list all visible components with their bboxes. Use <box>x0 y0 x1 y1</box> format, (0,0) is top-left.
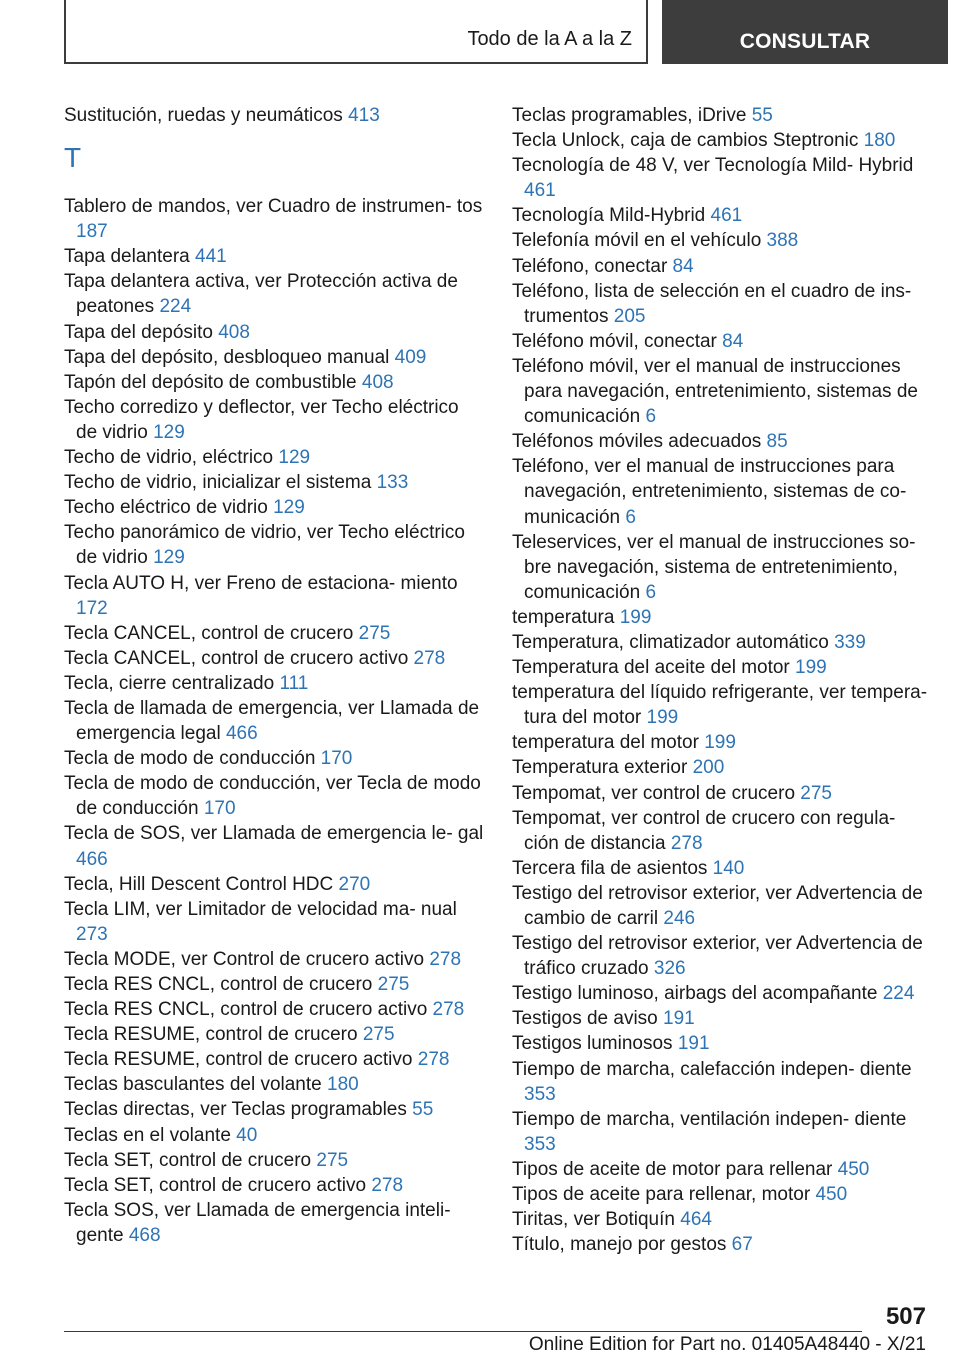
page-reference-link[interactable]: 67 <box>731 1234 753 1256</box>
index-entry <box>64 1047 484 1072</box>
page-reference-link[interactable]: 55 <box>751 105 773 126</box>
index-entry <box>64 345 484 370</box>
index-entry-text: Tercera fila de asientos <box>512 857 708 879</box>
index-entry-text: Telefonía móvil en el vehículo <box>512 230 762 252</box>
index-entry-text: Testigo luminoso, airbags del acompañante <box>512 983 878 1005</box>
page-reference-link[interactable]: 246 <box>663 908 696 929</box>
index-entry <box>512 680 932 730</box>
page-reference-link[interactable]: 180 <box>863 130 896 152</box>
index-entry-text: Techo panorámico de vidrio, ver Techo eléctrico de vidrio <box>64 522 465 569</box>
page-reference-link[interactable]: 468 <box>128 1224 161 1246</box>
index-entry <box>64 395 484 445</box>
page-reference-link[interactable]: 55 <box>412 1099 434 1121</box>
page-reference-link[interactable]: 353 <box>524 1133 556 1155</box>
page-reference-link[interactable]: 278 <box>429 948 462 970</box>
index-entry-text: Testigos de aviso <box>512 1008 658 1030</box>
index-entry <box>64 1148 484 1173</box>
index-entry <box>512 203 932 228</box>
index-entry <box>512 806 932 856</box>
page-reference-link[interactable]: 133 <box>376 472 409 494</box>
header-tab-label: CONSULTAR <box>739 30 871 53</box>
index-entry-text: Temperatura exterior <box>512 757 688 779</box>
index-entry <box>64 445 484 470</box>
page-reference-link[interactable]: 278 <box>432 999 465 1021</box>
index-entry <box>64 696 484 746</box>
index-entry-text: Tecla RESUME, control de crucero activo <box>64 1049 413 1071</box>
index-entry-text: Teléfono, ver el manual de instrucciones para navegación, entretenimiento, sistemas de co- municación <box>512 456 907 528</box>
index-entry-text: Tapa del depósito, desbloqueo manual <box>64 346 390 368</box>
index-entry-text: Techo eléctrico de vidrio <box>64 497 268 519</box>
index-entry-text: Teleservices, ver el manual de instrucciones so- bre navegación, sistema de entretenimiento, comunicación <box>512 531 916 603</box>
index-entry <box>64 821 484 871</box>
index-entry <box>512 103 932 128</box>
index-entry-text: Tecla CANCEL, control de crucero activo <box>64 647 409 669</box>
page-reference-link[interactable]: 278 <box>413 647 446 669</box>
index-entry <box>64 646 484 671</box>
page-reference-link[interactable]: 170 <box>203 798 236 820</box>
page-reference-link[interactable]: 450 <box>815 1184 848 1206</box>
index-entry-text: Teléfono, conectar <box>512 255 668 277</box>
index-entry <box>512 329 932 354</box>
index-entry-text: Tecla, Hill Descent Control HDC <box>64 873 334 895</box>
page-reference-link[interactable]: 6 <box>625 506 636 528</box>
index-entry <box>512 228 932 253</box>
index-entry <box>64 1072 484 1097</box>
index-entry-text: Tapa del depósito <box>64 321 213 343</box>
index-entry-text: Techo corredizo y deflector, ver Techo eléctrico de vidrio <box>64 396 459 443</box>
header-frame <box>64 0 648 64</box>
page-reference-link[interactable]: 191 <box>663 1008 695 1030</box>
index-entry-text: Tecla SOS, ver Llamada de emergencia inteli- gente <box>64 1199 451 1246</box>
index-entry <box>512 605 932 630</box>
index-entry <box>512 931 932 981</box>
page-reference-link[interactable]: 199 <box>795 657 827 679</box>
index-entry-text: Tecla de modo de conducción <box>64 748 316 770</box>
index-entry-text: Teléfono, lista de selección en el cuadro de ins- trumentos <box>512 280 912 327</box>
index-column-left <box>64 103 484 1248</box>
page-reference-link[interactable]: 6 <box>645 406 657 428</box>
index-entry <box>512 881 932 931</box>
index-entry-text: Tecla RES CNCL, control de crucero <box>64 974 373 995</box>
index-entry-text: Tecla de modo de conducción, ver Tecla de modo de conducción <box>64 773 481 820</box>
header-tab-consultar[interactable] <box>662 0 948 64</box>
index-entry <box>512 429 932 454</box>
index-entry <box>64 1022 484 1047</box>
index-entry <box>64 972 484 997</box>
index-entry-text: Tipos de aceite para rellenar, motor <box>512 1184 811 1206</box>
index-entry-text: Sustitución, ruedas y neumáticos <box>64 105 343 126</box>
index-entry-text: Tecla RES CNCL, control de crucero activo <box>64 999 428 1021</box>
index-entry <box>64 495 484 520</box>
index-entry-text: Tecla SET, control de crucero <box>64 1149 312 1171</box>
index-entry-text: Teclas basculantes del volante <box>64 1074 322 1096</box>
index-entry-text: Tecla AUTO H, ver Freno de estaciona- miento <box>64 572 458 594</box>
index-entry-text: Título, manejo por gestos <box>512 1234 727 1256</box>
index-entry-text: Tecla CANCEL, control de crucero <box>64 622 354 644</box>
index-entry-text: Teléfono móvil, ver el manual de instrucciones para navegación, entretenimiento, sistemas de comunicación <box>512 355 918 428</box>
index-entry-text: Tipos de aceite de motor para rellenar <box>512 1158 833 1180</box>
index-entry <box>512 1207 932 1232</box>
page-reference-link[interactable]: 199 <box>619 606 652 628</box>
page-reference-link[interactable]: 129 <box>278 447 311 469</box>
index-entry <box>64 103 484 128</box>
page-reference-link[interactable]: 84 <box>722 330 744 352</box>
page-reference-link[interactable]: 275 <box>362 1024 395 1046</box>
page-reference-link[interactable]: 464 <box>680 1209 712 1231</box>
page-reference-link[interactable]: 191 <box>677 1033 710 1055</box>
page-reference-link[interactable]: 408 <box>361 371 394 393</box>
index-entry <box>64 872 484 897</box>
index-entry <box>512 530 932 605</box>
index-entry-text: Teclas programables, iDrive <box>512 105 747 126</box>
index-entry <box>512 655 932 680</box>
page-reference-link[interactable]: 388 <box>766 230 799 252</box>
index-entry <box>512 454 932 529</box>
index-entry <box>512 1107 932 1157</box>
index-entry <box>512 981 932 1006</box>
footer-divider <box>64 1331 862 1332</box>
index-entry-text: Tapón del depósito de combustible <box>64 371 357 393</box>
index-entry <box>64 370 484 395</box>
index-column-right <box>512 103 932 1257</box>
page-reference-link[interactable]: 461 <box>524 180 556 202</box>
page-reference-link[interactable]: 85 <box>766 431 788 453</box>
index-entry <box>64 1097 484 1122</box>
page-reference-link[interactable]: 275 <box>358 622 391 644</box>
page-reference-link[interactable]: 129 <box>273 497 305 519</box>
index-entry-text: Tecla LIM, ver Limitador de velocidad ma- nual <box>64 898 457 920</box>
index-entry <box>64 1123 484 1148</box>
page-reference-link[interactable]: 205 <box>613 305 646 327</box>
page-reference-link[interactable]: 278 <box>417 1049 450 1071</box>
page-reference-link[interactable]: 180 <box>327 1074 359 1096</box>
index-entry-text: temperatura <box>512 606 615 628</box>
page-reference-link[interactable]: 111 <box>279 672 309 694</box>
footer-edition: Online Edition for Part no. 01405A48440 - X/21 <box>528 1334 926 1355</box>
index-entry-text: Tempomat, ver control de crucero <box>512 782 796 804</box>
index-entry-text: Tapa delantera <box>64 246 190 268</box>
index-entry <box>512 254 932 279</box>
index-entry-text: Tapa delantera activa, ver Protección activa de peatones <box>64 271 458 318</box>
index-entry-text: temperatura del líquido refrigerante, ver tempera- tura del motor <box>512 682 928 729</box>
index-entry-text: Testigo del retrovisor exterior, ver Advertencia de tráfico cruzado <box>512 933 923 980</box>
index-entry-text: Temperatura, climatizador automático <box>512 631 829 653</box>
index-entry-text: Tecla Unlock, caja de cambios Steptronic <box>512 130 859 152</box>
index-entry <box>64 947 484 972</box>
index-entry-text: Testigos luminosos <box>512 1033 673 1055</box>
page-reference-link[interactable]: 6 <box>645 581 657 603</box>
page-reference-link[interactable]: 40 <box>236 1124 258 1146</box>
page-reference-link[interactable]: 339 <box>834 631 866 653</box>
index-entry <box>64 194 484 244</box>
index-entry <box>64 244 484 269</box>
index-entry <box>64 470 484 495</box>
page-reference-link[interactable]: 413 <box>348 105 380 126</box>
page-reference-link[interactable]: 200 <box>692 757 725 779</box>
index-entry <box>64 897 484 947</box>
index-entry-text: Testigo del retrovisor exterior, ver Advertencia de cambio de carril <box>512 882 923 929</box>
index-entry <box>64 520 484 570</box>
page-reference-link[interactable]: 275 <box>316 1149 349 1171</box>
index-entry <box>512 781 932 806</box>
index-entry <box>64 269 484 319</box>
index-entry <box>512 630 932 655</box>
index-entry-text: Tecnología de 48 V, ver Tecnología Mild- Hybrid <box>512 155 914 177</box>
page-reference-link[interactable]: 170 <box>320 748 353 770</box>
page-reference-link[interactable]: 172 <box>76 597 108 619</box>
page-reference-link[interactable]: 270 <box>338 873 371 895</box>
index-entry-text: Tecla, cierre centralizado <box>64 672 275 694</box>
page-reference-link[interactable]: 275 <box>800 782 832 804</box>
page-reference-link[interactable]: 461 <box>710 205 743 227</box>
index-entry-text: Techo de vidrio, eléctrico <box>64 447 274 469</box>
page-reference-link[interactable]: 450 <box>837 1158 870 1180</box>
index-entry <box>512 1157 932 1182</box>
index-entry <box>64 671 484 696</box>
index-entry <box>512 128 932 153</box>
page-reference-link[interactable]: 278 <box>371 1174 404 1196</box>
page-reference-link[interactable]: 408 <box>218 321 250 343</box>
page-reference-link[interactable]: 140 <box>712 857 745 879</box>
index-entry-text: Tiempo de marcha, calefacción indepen- diente <box>512 1058 912 1080</box>
index-entry-text: Temperatura del aceite del motor <box>512 657 790 679</box>
page-reference-link[interactable]: 353 <box>524 1083 556 1105</box>
index-entry-text: Tiritas, ver Botiquín <box>512 1209 675 1231</box>
page-reference-link[interactable]: 466 <box>76 848 108 870</box>
page-reference-link[interactable]: 84 <box>672 255 694 277</box>
page-reference-link[interactable]: 129 <box>153 421 185 443</box>
page-reference-link[interactable]: 224 <box>159 296 192 318</box>
page-reference-link[interactable]: 224 <box>882 983 915 1005</box>
index-entry <box>64 621 484 646</box>
page-reference-link[interactable]: 409 <box>394 346 427 368</box>
page-reference-link[interactable]: 278 <box>670 832 703 854</box>
index-entry-text: Tempomat, ver control de crucero con regula- ción de distancia <box>512 807 896 854</box>
page-number: 507 <box>885 1303 926 1330</box>
index-entry-text: Tiempo de marcha, ventilación indepen- diente <box>512 1108 907 1130</box>
index-entry-text: Techo de vidrio, inicializar el sistema <box>64 472 372 494</box>
index-entry <box>64 1173 484 1198</box>
index-entry <box>512 279 932 329</box>
index-entry <box>512 755 932 780</box>
index-entry <box>64 571 484 621</box>
page-reference-link[interactable]: 326 <box>653 958 686 980</box>
index-entry-text: Tecla SET, control de crucero activo <box>64 1174 367 1196</box>
section-letter: T <box>64 142 82 174</box>
index-entry <box>512 153 932 203</box>
index-entry <box>512 1182 932 1207</box>
index-entry <box>512 1006 932 1031</box>
index-entry-text: Tecla RESUME, control de crucero <box>64 1024 358 1046</box>
index-entry <box>512 1031 932 1056</box>
page-reference-link[interactable]: 199 <box>704 732 736 754</box>
index-entry-text: Teléfonos móviles adecuados <box>512 431 762 453</box>
index-entry <box>64 771 484 821</box>
index-entry-text: Tecla de SOS, ver Llamada de emergencia le- gal <box>64 823 484 845</box>
page-reference-link[interactable]: 466 <box>225 723 258 745</box>
index-entry-text: Teclas directas, ver Teclas programables <box>64 1099 407 1121</box>
index-entry <box>64 997 484 1022</box>
header-section-title: Todo de la A a la Z <box>467 28 632 50</box>
page-reference-link[interactable]: 275 <box>377 974 410 995</box>
index-entry-text: temperatura del motor <box>512 732 699 754</box>
index-entry-text: Teléfono móvil, conectar <box>512 330 717 352</box>
index-entry-text: Tecla MODE, ver Control de crucero activo <box>64 948 425 970</box>
index-entry <box>512 354 932 429</box>
index-entry-text: Tecnología Mild-Hybrid <box>512 205 706 227</box>
index-entry <box>512 1232 932 1257</box>
index-entry <box>512 856 932 881</box>
index-entry-text: Teclas en el volante <box>64 1124 231 1146</box>
page-reference-link[interactable]: 273 <box>76 923 108 945</box>
index-entry <box>512 730 932 755</box>
index-entry <box>512 1057 932 1107</box>
page-reference-link[interactable]: 441 <box>195 246 227 268</box>
page-reference-link[interactable]: 199 <box>646 707 679 729</box>
page-reference-link[interactable]: 129 <box>153 547 185 569</box>
index-entry-text: Tablero de mandos, ver Cuadro de instrumen- tos <box>64 196 483 218</box>
index-entry <box>64 746 484 771</box>
index-entry <box>64 1198 484 1248</box>
index-entry <box>64 320 484 345</box>
index-entry-text: Tecla de llamada de emergencia, ver Llamada de emergencia legal <box>64 697 480 745</box>
page-reference-link[interactable]: 187 <box>76 221 108 243</box>
